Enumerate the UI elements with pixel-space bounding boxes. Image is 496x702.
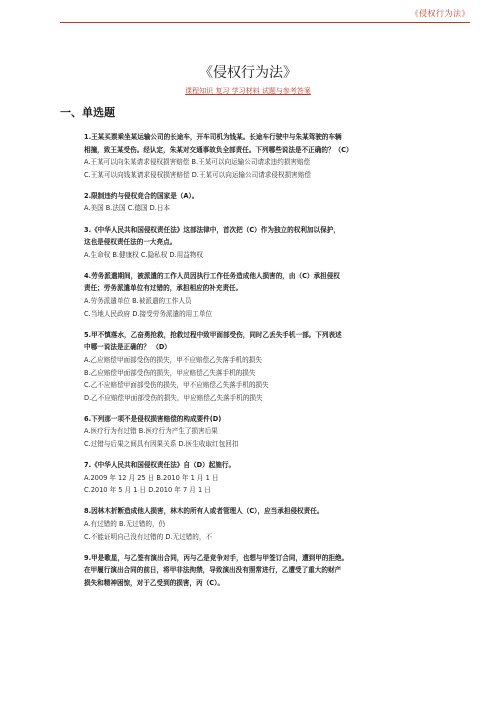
- question-item: [84, 413, 420, 451]
- question-option: A.乙应赔偿甲面部受伤的损失，甲不应赔偿乙失落手机的损失: [84, 355, 262, 364]
- question-item: [84, 131, 420, 181]
- question-option: C.过错与后果之间具有因果关系 D.医生收取红包回扣: [84, 439, 239, 448]
- question-stem-line: 7.《中华人民共和国侵权责任法》自（D）起施行。: [84, 461, 236, 470]
- question-stem-line: 4.劳务派遣期间，被派遣的工作人员因执行工作任务造成他人损害的，由（C）承担侵权: [84, 271, 340, 280]
- question-option: A.生命权 B.健康权 C.隐私权 D.用益物权: [84, 250, 203, 259]
- question-stem-line: 8.因林木折断造成他人损害，林木的所有人或者管理人（C），应当承担侵权责任。: [84, 507, 324, 516]
- question-stem-line: 损失和精神困惊，对于乙受到的损害，丙（C）。: [84, 578, 225, 587]
- question-option: D.乙不应赔偿甲面部受伤的损失，甲应赔偿乙失落手机的损失: [84, 393, 263, 402]
- question-item: [84, 505, 420, 543]
- section-heading: 一、单选题: [60, 106, 115, 119]
- header-rule: [60, 22, 470, 23]
- question-option: C.乙不应赔偿甲面部受伤的损失，甲不应赔偿乙失落手机的损失: [84, 381, 269, 390]
- question-stem-line: 这也是侵权责任法的一大亮点。: [84, 238, 177, 247]
- question-item: [84, 552, 420, 590]
- question-option: A.美国 B.法国 C.德国 D.日本: [84, 204, 171, 213]
- question-option: C.不能证明自己没有过错的 D.无过错的，不: [84, 532, 213, 541]
- question-list: [84, 131, 420, 598]
- question-stem-line: 责任；劳务派遣单位有过错的，承担相应的补充责任。: [84, 284, 243, 293]
- question-option: B.乙应赔偿甲面部受伤的损失，甲应赔偿乙失落手机的损失: [84, 368, 256, 377]
- running-header: 《侵权行为法》: [410, 9, 470, 18]
- question-option: C.2010 年 5 月 1 日 D.2010 年 7 月 1 日: [84, 486, 211, 495]
- question-stem-line: 在甲履行演出合同的前日，将甲非法拘禁，导致演出没有照常进行，乙遭受了重大的财产: [84, 566, 342, 575]
- question-stem-line: 6.下列那一项不是侵权损害赔偿的构成要件(D): [84, 414, 222, 423]
- question-item: [84, 270, 420, 320]
- question-stem-line: 1.王某买票乘坐某运输公司的长途车，开车司机为钱某。长途车行驶中与朱某驾驶的车辆: [84, 133, 342, 141]
- question-option: A.王某可以向朱某请求侵权损害赔偿 B.王某可以向运输公司请求违约损害赔偿: [84, 158, 311, 167]
- question-stem-line: 3.《中华人民共和国侵权责任法》这部法律中，首次把（C）作为独立的权利加以保护，: [84, 225, 340, 234]
- question-option: A.有过错的 B.无过错的，仍: [84, 519, 166, 528]
- question-item: [84, 329, 420, 405]
- question-option: A.2009 年 12 月 25 日 B.2010 年 1 月 1 日: [84, 473, 219, 482]
- document-title: 《侵权行为法》: [199, 65, 297, 81]
- question-option: C.当地人民政府 D.接受劳务派遣的用工单位: [84, 309, 213, 318]
- question-option: C.王某可以向钱某请求侵权损害赔偿 D.王某可以向运输公司请求侵权损害赔偿: [84, 170, 311, 179]
- question-item: [84, 190, 420, 215]
- question-stem-line: 5.甲不慎落水，乙奋勇抢救，抢救过程中致甲面部受伤，同时乙丢失手机一部。下列表述: [84, 330, 342, 339]
- question-item: [84, 459, 420, 497]
- question-stem-line: 相撞，致王某受伤。经认定，朱某对交通事故负全部责任。下列哪些说法是不正确的？（C）: [84, 145, 353, 154]
- question-stem-line: 9.甲是歌星，与乙签有演出合同，丙与乙是竞争对手，也想与甲签订合同，遭到甲的拒绝。: [84, 553, 349, 562]
- question-stem-line: 2.限制违约与侵权竞合的国家是（A）。: [84, 191, 199, 200]
- question-option: A.劳务派遣单位 B.被派遣的工作人员: [84, 297, 192, 306]
- document-subtitle: 课程知识 复习 学习材料 试题与参考答案: [185, 87, 311, 95]
- question-stem-line: 中哪一说法是正确的？ （D）: [84, 343, 171, 352]
- question-item: [84, 224, 420, 262]
- question-option: A.医疗行为有过错 B.医疗行为产生了损害后果: [84, 427, 218, 436]
